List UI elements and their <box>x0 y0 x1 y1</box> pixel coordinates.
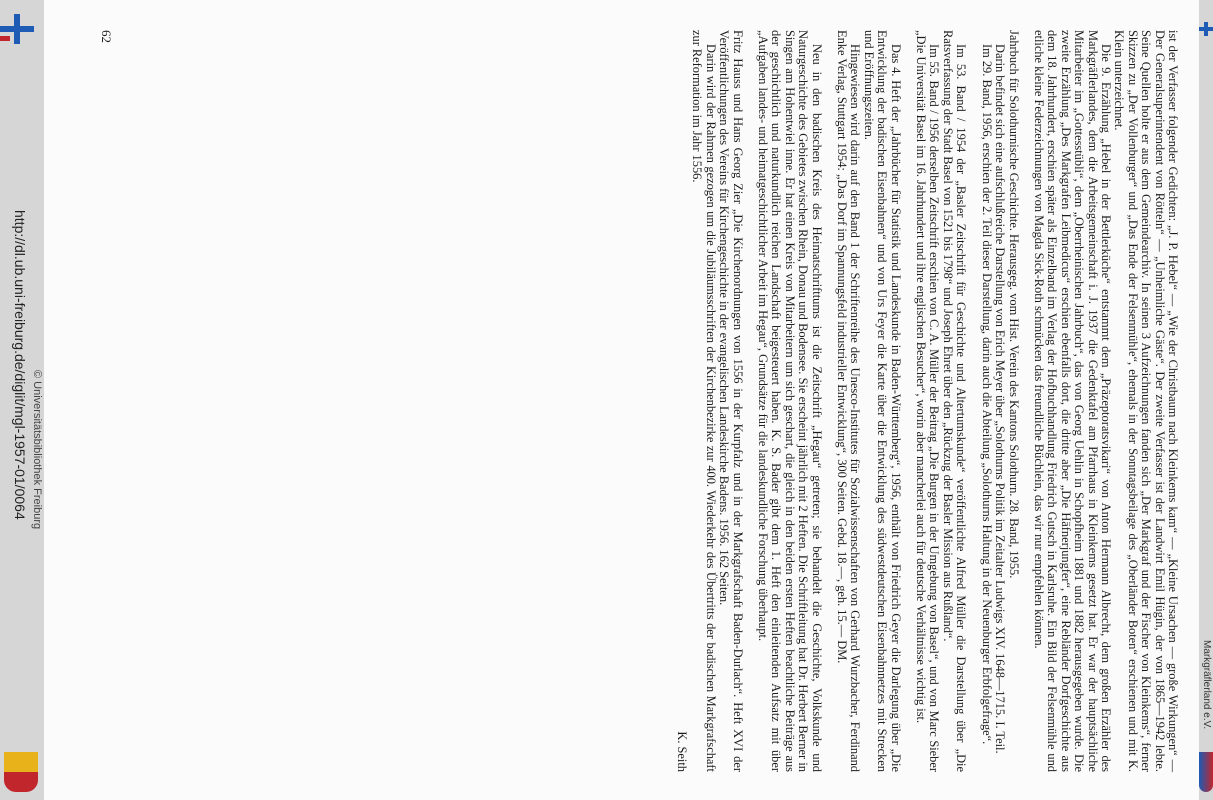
paragraph: Im 53. Band / 1954 der „Basler Zeitschrift für Geschichte und Altertumskunde“ veröffentlichte Alfred Müller die Darstellung über „Die Ratsverfassung der Stadt Basel von 1521 bis 1798“ und Joseph Ehret über den „Rückzug der Basler Mission aus Rußland“. <box>940 30 969 772</box>
paragraph: Hingewiesen wird darin auf den Band 1 der Schriftenreihe des Unesco-Institutes für Sozialwissenschaften von Gerhard Wurzbacher, Ferdinand Enke Verlag, Stuttgart 1954: „Das Dorf im Spannungsfeld industrieller Entwicklung“, 300 Seiten. Gebd. 18.—, geh. 15.— DM. <box>835 30 863 772</box>
paragraph: Im 29. Band, 1956, erschien der 2. Teil dieser Darstellung, darin auch die Abteilung „Solothurns Haltung in der Neuenburger Erbfolgefrage“. <box>979 44 994 745</box>
publisher-label: Markgräflerland e.V. <box>1201 640 1212 730</box>
page-text <box>675 30 1179 772</box>
paragraph: ist der Verfasser folgender Gedichten: „J. P. Hebel“ — „Wie der Christbaum nach Kleinkems kam“ — „Kleine Ursachen — große Wirkungen“ — Der Generalsuperintendent von Rötteln“ — „Unheimliche Gäste“. Der zweite Verfasser ist der Landwirt Emil Hügin, der von 1865—1942 lebte. Seine Quellen holte er aus dem Gemeindearchiv. In seinen 3 Aufzeichnungen fanden sich „Der Markgraf und der Fischer von Kleinkems“, ferner Skizzen zu „Der Vollenburger“ und „Das Ende der Felsenmühle“, ehemals in der Sonntagsbeilage des „Oberländer Boten“ erschienen und mit K. Klein unterzeichnet. <box>1112 30 1180 772</box>
paragraph: Im 55. Band / 1956 derselben Zeitschrift erschien von C. A. Müller der Beitrag „Die Burgen in der Umgebung von Basel“, und von Marc Sieber „Die Universität Basel im 16. Jahrhundert und ihre englischen Besucher“, worin aber mancherlei auch für deutsche Verhältnisse wichtig ist. <box>914 30 942 772</box>
copyright-notice: © Universitätsbibliothek Freiburg <box>31 370 43 530</box>
paragraph: Fritz Hauss und Hans Georg Zier „Die Kirchenordnungen von 1556 in der Kurpfalz und in der Markgrafschaft Baden-Durlach“. Heft XVI der Veröffentlichungen des Vereins für Kirchengeschichte in der evangelischen Landeskirche Badens. 1956. 162 Seiten. <box>717 30 745 772</box>
page-number: 62 <box>99 30 114 43</box>
paragraph: Darin wird der Rahmen gezogen um die Jubiläumsschriften der Kirchenbezirke zur 400. Wiederkehr des Übertritts der badischen Markgrafschaft zur Reformation im Jahr 1556. <box>690 30 718 772</box>
paragraph: Die 9. Erzählung „Hebel in der Bettlerküche“ entstammt dem „Präzeptoratsvikari“ von Anton Hermann Albrecht, dem großen Erzähler des Markgräflerlandes, dem die Arbeitsgemeinschaft i. J. 1937 die Gedenktafel am Pfarrhaus in Kleinkems gesetzt hat. Er war der hauptsächliche Mitarbeiter im „Gottesstübli“, dem „Oberrheinischen Jahrbuch“, das von Georg Uehlin in Schopfheim 1881 und 1882 herausgegeben wurde. Die zweite Erzählung „Des Markgrafen Leibmedicus“ erschien ebenfalls dort, die dritte aber „Die Häfnerjungfer“, eine Rebländer Dorfgeschichte aus dem 18. Jahrhundert, erschien später als Einzelband im Verlag der Hofbuchhandlung Friedrich Gutsch in Karlsruhe. Ein Bild der Felsenmühle und etliche kleine Federzeichnungen von Magda Sick-Roth schmücken das freundliche Büchlein, das wir nur empfehlen können. <box>1031 30 1113 772</box>
paragraph: Neu in den badischen Kreis des Heimatschrifttums ist die Zeitschrift „Hegau“ getreten; sie behandelt die Geschichte, Volkskunde und Naturgeschichte des Gebietes zwischen Rhein, Donau und Bodensee. Sie erscheint jährlich mit 2 Heften. Die Schriftleitung hat Dr. Herbert Berner in Singen am Hohentwiel inne. Er hat einen Kreis von Mitarbeitern um sich geschart, die gleich in den beiden ersten Heften beachtliche Beiträge aus der geschichtlich und naturkundlich reichen Landschaft beigesteuert haben. K. S. Bader gibt dem 1. Heft den einleitenden Aufsatz mit über „Aufgaben landes- und heimatgeschichtlicher Arbeit im Hegau“, Grundsätze für die landeskundliche Forschung überhaupt. <box>756 30 824 772</box>
paragraph: Darin befindet sich eine aufschlußreiche Darstellung von Erich Meyer über „Solothurns Politik im Zeitalter Ludwigs XIV. 1648—1715. I. Teil. <box>993 44 1008 754</box>
paragraph: Jahrbuch für Solothurnische Geschichte. Herausgeg. vom Hist. Verein des Kantons Solothurn. 28. Band, 1955. <box>1006 30 1021 579</box>
author-signature: K. Seith <box>675 731 689 772</box>
right-margin-labels <box>1199 0 1213 800</box>
scanned-page <box>44 0 1199 800</box>
permalink-url[interactable]: http://dl.ub.uni-freiburg.de/diglit/mgl-1957-01/0064 <box>12 210 28 520</box>
left-margin-labels <box>0 0 44 800</box>
paragraph: Das 4. Heft der „Jahrbücher für Statistik und Landeskunde in Baden-Württemberg“, 1956, enthält von Friedrich Geyer die Darlegung über „Die Entwicklung der badischen Eisenbahnen“ und von Urs Feyer die Karte über die Entwicklung des südwestdeutschen Eisenbahnnetzes mit Strecken und Eröffnungszeiten. <box>861 30 903 772</box>
